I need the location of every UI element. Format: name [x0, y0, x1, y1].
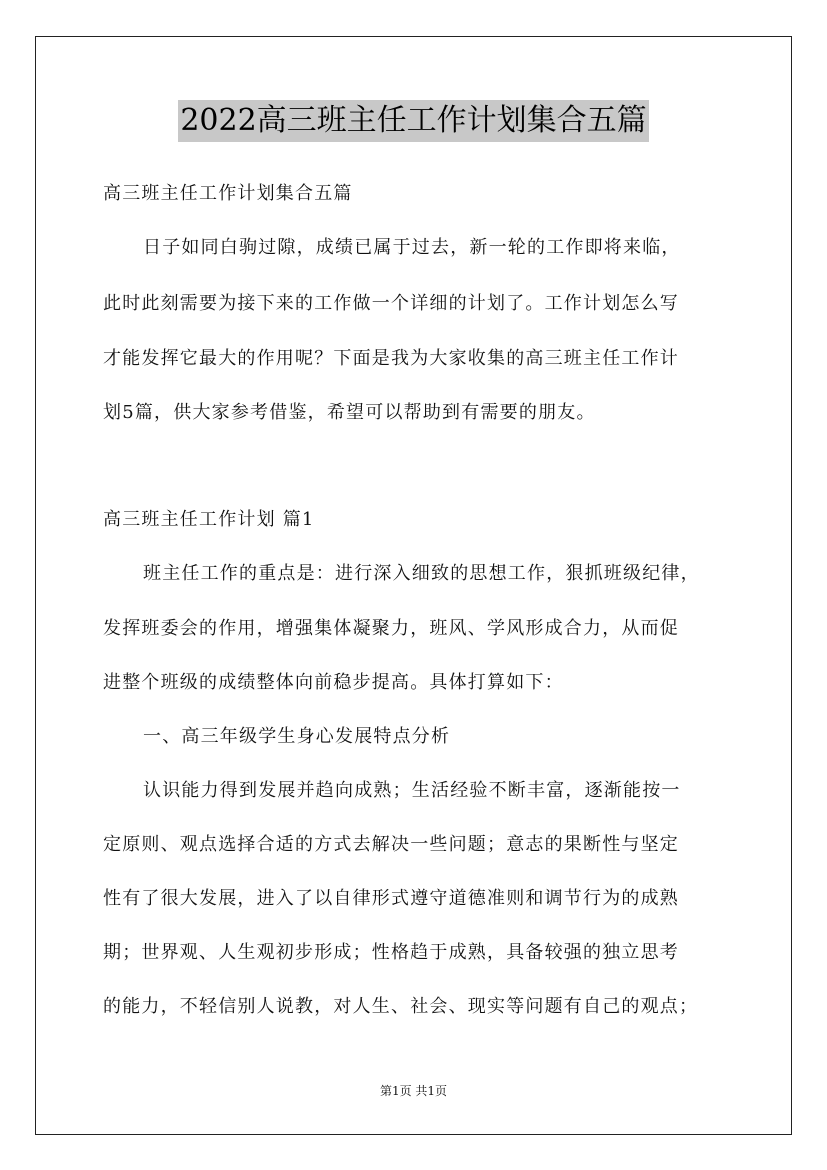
section-line: 发挥班委会的作用，增强集体凝聚力，班风、学风形成合力，从而促: [103, 618, 679, 639]
section-line: 班主任工作的重点是：进行深入细致的思想工作，狠抓班级纪律，: [143, 563, 700, 584]
intro-line: 才能发挥它最大的作用呢？下面是我为大家收集的高三班主任工作计: [103, 348, 679, 369]
title-wrap: [0, 100, 827, 142]
page-footer: 第1页 共1页: [379, 1084, 448, 1098]
analysis-line: 性有了很大发展，进入了以自律形式遵守道德准则和调节行为的成熟: [103, 888, 679, 909]
section-line: 进整个班级的成绩整体向前稳步提高。具体打算如下：: [103, 672, 564, 693]
intro-line: 此时此刻需要为接下来的工作做一个详细的计划了。工作计划怎么写: [103, 293, 679, 314]
document-title: 2022高三班主任工作计划集合五篇: [178, 100, 648, 142]
subheading: 一、高三年级学生身心发展特点分析: [143, 726, 451, 747]
analysis-line: 定原则、观点选择合适的方式去解决一些问题；意志的果断性与坚定: [103, 834, 679, 855]
intro-line: 日子如同白驹过隙，成绩已属于过去，新一轮的工作即将来临，: [143, 237, 681, 258]
analysis-line: 认识能力得到发展并趋向成熟；生活经验不断丰富，逐渐能按一: [143, 780, 681, 801]
section-heading: 高三班主任工作计划 篇1: [103, 509, 315, 530]
document-subtitle: 高三班主任工作计划集合五篇: [103, 183, 353, 204]
analysis-line: 期；世界观、人生观初步形成；性格趋于成熟，具备较强的独立思考: [103, 942, 679, 963]
analysis-line: 的能力，不轻信别人说教，对人生、社会、现实等问题有自己的观点；: [103, 996, 699, 1017]
intro-line: 划5篇，供大家参考借鉴，希望可以帮助到有需要的朋友。: [103, 402, 596, 423]
